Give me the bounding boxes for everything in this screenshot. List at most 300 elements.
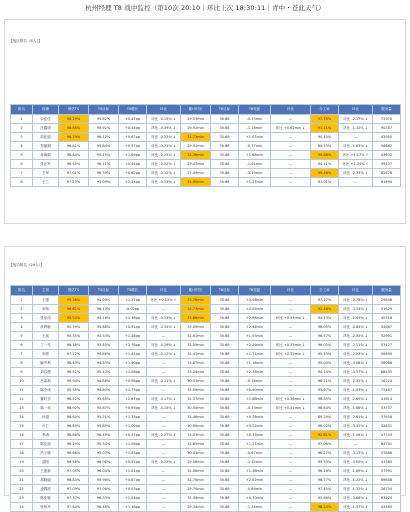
cell-t8-target: 30.68: [211, 133, 239, 142]
cell-ts-est: 96.84%: [59, 413, 89, 422]
cell-division-rate: 97.06%: [311, 440, 339, 449]
cell-t8-gap: +0.78min: [239, 413, 271, 422]
cell-division-rate: 96.77%: [311, 476, 339, 485]
cell-ts-est: 96.86%: [59, 431, 89, 440]
cell-division-rate: 89.29%: [311, 413, 339, 422]
cell-duration: 31.73min: [181, 133, 211, 142]
cell-ts-target: 94.68%: [89, 323, 119, 332]
header-ts-target: TS目标: [89, 286, 119, 296]
cell-duration: 29.56min: [181, 458, 211, 467]
header-rank: 排名: [11, 105, 33, 115]
cell-ts-growth: +0.62pp: [119, 169, 147, 178]
cell-t8-change: 环比 +0.41min ↓: [271, 404, 311, 413]
cell-division-change: 环比 -3.00% ↓: [339, 458, 373, 467]
cell-t8-gap: +1.11min: [239, 440, 271, 449]
cell-ts-est: 97.01%: [59, 169, 89, 178]
cell-duration: 32.06min: [181, 467, 211, 476]
cell-duration: 32.70min: [181, 476, 211, 485]
cell-ts-target: 96.13%: [89, 305, 119, 314]
cell-service-volume: 90357: [373, 124, 401, 133]
header-division-rate: 分工率: [311, 286, 339, 296]
lower-section-label: 【战功排名（24人）】: [9, 263, 45, 267]
cell-duration: 29.92min: [181, 124, 211, 133]
cell-ts-target: 94.53%: [89, 332, 119, 341]
cell-duration: 30.51min: [181, 377, 211, 386]
cell-t8-change: —: [271, 359, 311, 368]
cell-division-change: —: [339, 440, 373, 449]
cell-t8-target: 30.68: [211, 431, 239, 440]
cell-ts-change: 环比 -0.13% ↓: [147, 314, 181, 323]
cell-duration: 29.91min: [181, 142, 211, 151]
cell-t8-target: 30.68: [211, 368, 239, 377]
cell-t8-target: 30.68: [211, 494, 239, 503]
cell-ts-change: 环比 -0.13% ↓: [147, 178, 181, 187]
cell-ts-est: 96.58%: [59, 458, 89, 467]
table-row: [11, 440, 401, 449]
cell-division-change: 环比 -1.69% ↓: [339, 467, 373, 476]
cell-t8-gap: +2.98min: [239, 314, 271, 323]
cell-division-change: 环比 -3.08% ↓: [339, 359, 373, 368]
cell-t8-gap: +2.26min: [239, 341, 271, 350]
cell-t8-change: —: [271, 115, 311, 124]
cell-name: 郑丽娟: [33, 142, 59, 151]
cell-duration: 29.79min: [181, 485, 211, 494]
table-row: [11, 341, 401, 350]
cell-t8-gap: -1.61min: [239, 160, 271, 169]
cell-t8-target: 30.68: [211, 124, 239, 133]
table-row: [11, 323, 401, 332]
cell-rank: 6: [11, 341, 33, 350]
cell-duration: 31.46min: [181, 413, 211, 422]
cell-ts-growth: +1.27pp: [119, 296, 147, 305]
cell-division-change: 环比 -1.32% ↓: [339, 124, 373, 133]
cell-service-volume: 53427: [373, 341, 401, 350]
cell-duration: 31.87min: [181, 359, 211, 368]
cell-division-rate: 95.55%: [311, 350, 339, 359]
cell-rank: 14: [11, 413, 33, 422]
cell-division-rate: 99.68%: [311, 151, 339, 160]
cell-ts-growth: +2.87pp: [119, 395, 147, 404]
cell-t8-gap: -3.19min: [239, 169, 271, 178]
cell-ts-target: 96.04%: [89, 467, 119, 476]
cell-ts-growth: +1.69pp: [119, 151, 147, 160]
table-row: [11, 359, 401, 368]
cell-t8-target: 30.68: [211, 115, 239, 124]
cell-ts-target: 94.86%: [89, 350, 119, 359]
cell-service-volume: 00895: [373, 350, 401, 359]
cell-ts-growth: +2.76pp: [119, 341, 147, 350]
table-row: [11, 386, 401, 395]
cell-ts-growth: +0.67pp: [119, 133, 147, 142]
cell-t8-change: —: [271, 169, 311, 178]
header-duration: 累计时长: [181, 286, 211, 296]
cell-rank: 7: [11, 350, 33, 359]
cell-division-change: 环比 -2.03% ↓: [339, 350, 373, 359]
cell-division-change: 环比 +1.17% ↑: [339, 151, 373, 160]
cell-ts-est: 96.16%: [59, 341, 89, 350]
cell-division-rate: 93.66%: [311, 494, 339, 503]
cell-t8-gap: +0.22min: [239, 422, 271, 431]
cell-t8-target: 30.68: [211, 332, 239, 341]
cell-duration: 32.61min: [181, 332, 211, 341]
cell-division-change: 环比 -2.33% ↓: [339, 169, 373, 178]
cell-rank: 5: [11, 332, 33, 341]
cell-rank: 1: [11, 296, 33, 305]
cell-name: 吕高莉: [33, 377, 59, 386]
cell-division-change: 环比 -1.22% ↓: [339, 476, 373, 485]
cell-ts-target: 95.92%: [89, 124, 119, 133]
cell-duration: 34.73min: [181, 305, 211, 314]
cell-t8-change: —: [271, 467, 311, 476]
cell-ts-growth: +1.01pp: [119, 467, 147, 476]
cell-rank: 22: [11, 485, 33, 494]
cell-service-volume: 37888: [373, 449, 401, 458]
cell-name: 胡晓晓: [33, 476, 59, 485]
cell-ts-est: 97.22%: [59, 350, 89, 359]
cell-ts-growth: +0.91pp: [119, 323, 147, 332]
cell-rank: 10: [11, 377, 33, 386]
cell-division-change: —: [339, 133, 373, 142]
cell-t8-change: —: [271, 296, 311, 305]
cell-division-rate: 92.81%: [311, 431, 339, 440]
cell-t8-gap: +2.36min: [239, 368, 271, 377]
cell-ts-est: 95.94%: [59, 377, 89, 386]
cell-t8-target: 30.68: [211, 395, 239, 404]
cell-name: 陈一禾: [33, 404, 59, 413]
cell-name: 丝利敏: [33, 323, 59, 332]
header-t8-change: 环比: [271, 105, 311, 115]
cell-t8-target: 30.68: [211, 305, 239, 314]
cell-t8-gap: +1.07min: [239, 133, 271, 142]
table-row: [11, 476, 401, 485]
cell-division-change: 环比 -3.54% ↓: [339, 305, 373, 314]
cell-ts-change: 环比 -0.12% ↓: [147, 169, 181, 178]
cell-t8-gap: -0.16min: [239, 377, 271, 386]
cell-name: 余佳佳: [33, 115, 59, 124]
cell-t8-gap: +1.93min: [239, 332, 271, 341]
cell-ts-target: 96.06%: [89, 458, 119, 467]
cell-t8-target: 30.68: [211, 323, 239, 332]
cell-t8-target: 30.68: [211, 341, 239, 350]
cell-service-volume: 88435: [373, 368, 401, 377]
cell-t8-gap: +3.08min: [239, 296, 271, 305]
cell-name: 凌锦波: [33, 485, 59, 494]
cell-division-rate: 97.75%: [311, 115, 339, 124]
cell-t8-gap: +1.38min: [239, 467, 271, 476]
cell-division-rate: 89.75%: [311, 142, 339, 151]
cell-ts-target: 96.11%: [89, 160, 119, 169]
cell-service-volume: 41614: [373, 395, 401, 404]
cell-t8-target: 30.68: [211, 160, 239, 169]
table-row: [11, 413, 401, 422]
cell-service-volume: 43950: [373, 133, 401, 142]
cell-t8-change: —: [271, 133, 311, 142]
cell-ts-change: 环比 -0.11% ↓: [147, 377, 181, 386]
table-row: [11, 395, 401, 404]
cell-name: 陈佳敏: [33, 494, 59, 503]
cell-t8-change: —: [271, 431, 311, 440]
cell-division-change: 环比 -3.17% ↓: [339, 449, 373, 458]
cell-division-rate: 94.13%: [311, 314, 339, 323]
cell-rank: 11: [11, 386, 33, 395]
cell-ts-target: 96.33%: [89, 494, 119, 503]
upper-header-row: [11, 105, 401, 115]
header-duration: 累计时长: [181, 105, 211, 115]
cell-service-volume: 82676: [373, 169, 401, 178]
page-title: 杭州经理 T8 战中监控（第10次 20:10｜环比上次 18:30:11｜青中・苍此天气）: [85, 4, 325, 12]
cell-t8-change: —: [271, 476, 311, 485]
table-row: [11, 178, 401, 187]
cell-division-change: 环比 -1.16% ↓: [339, 431, 373, 440]
cell-ts-target: 94.86%: [89, 377, 119, 386]
cell-rank: 21: [11, 476, 33, 485]
cell-rank: 9: [11, 368, 33, 377]
upper-ranking-table: [10, 104, 401, 187]
cell-ts-target: 96.39%: [89, 169, 119, 178]
cell-division-change: 环比 -2.32% ↓: [339, 377, 373, 386]
cell-ts-est: 96.92%: [59, 404, 89, 413]
cell-t8-gap: -0.77min: [239, 142, 271, 151]
cell-division-rate: 96.05%: [311, 341, 339, 350]
cell-ts-growth: +0.44pp: [119, 160, 147, 169]
cell-ts-growth: +1.08pp: [119, 368, 147, 377]
cell-ts-growth: +1.90pp: [119, 359, 147, 368]
cell-division-rate: 99.46%: [311, 169, 339, 178]
cell-ts-change: —: [147, 386, 181, 395]
cell-duration: 30.01min: [181, 449, 211, 458]
cell-t8-gap: +4.05min: [239, 305, 271, 314]
cell-service-volume: 84741: [373, 440, 401, 449]
cell-ts-est: 96.86%: [59, 449, 89, 458]
cell-division-rate: 96.28%: [311, 467, 339, 476]
cell-service-volume: 43465: [373, 503, 401, 512]
cell-rank: 8: [11, 359, 33, 368]
table-row: [11, 404, 401, 413]
cell-division-rate: 91.01%: [311, 178, 339, 187]
header-service-volume: 服务量: [373, 105, 401, 115]
cell-name: 王强: [33, 296, 59, 305]
cell-ts-target: 95.89%: [89, 422, 119, 431]
cell-division-rate: 98.24%: [311, 503, 339, 512]
cell-division-change: 环比 -1.32% ↓: [339, 485, 373, 494]
cell-t8-gap: +2.02min: [239, 476, 271, 485]
header-name: 经理: [33, 105, 59, 115]
cell-name: 蒋海娟: [33, 151, 59, 160]
cell-t8-change: —: [271, 178, 311, 187]
cell-ts-growth: +0.87pp: [119, 476, 147, 485]
header-division-rate: 分工率: [311, 105, 339, 115]
cell-ts-change: —: [147, 467, 181, 476]
cell-t8-target: 30.68: [211, 142, 239, 151]
cell-t8-target: 30.68: [211, 377, 239, 386]
cell-t8-gap: +0.35min: [239, 431, 271, 440]
cell-division-change: 环比 -0.78% ↓: [339, 296, 373, 305]
header-t8-gap: T8差距: [239, 286, 271, 296]
cell-service-volume: 37658: [373, 413, 401, 422]
cell-division-rate: 96.05%: [311, 323, 339, 332]
cell-name: 邵阳: [33, 458, 59, 467]
cell-service-volume: 51629: [373, 305, 401, 314]
cell-rank: 24: [11, 503, 33, 512]
cell-ts-growth: +0.52pp: [119, 458, 147, 467]
cell-name: 刘青: [33, 350, 59, 359]
cell-service-volume: 58088: [373, 359, 401, 368]
cell-rank: 16: [11, 431, 33, 440]
cell-ts-change: 环比 -0.39% ↓: [147, 124, 181, 133]
cell-t8-target: 30.68: [211, 467, 239, 476]
cell-t8-gap: +1.68min: [239, 151, 271, 160]
table-row: [11, 305, 401, 314]
cell-name: 刘伟: [33, 305, 59, 314]
cell-rank: 18: [11, 449, 33, 458]
cell-ts-growth: -0.02pp: [119, 305, 147, 314]
cell-t8-gap: -0.89min: [239, 485, 271, 494]
header-division-change: 环比: [339, 286, 373, 296]
cell-duration: 29.53min: [181, 115, 211, 124]
cell-rank: 2: [11, 124, 33, 133]
cell-name: 沈耀明: [33, 124, 59, 133]
table-row: [11, 350, 401, 359]
cell-name: 孙超: [33, 413, 59, 422]
cell-name: 冯子璧: [33, 449, 59, 458]
cell-division-rate: 94.41%: [311, 160, 339, 169]
cell-ts-growth: +0.44pp: [119, 124, 147, 133]
cell-rank: 7: [11, 169, 33, 178]
header-name: 主管: [33, 286, 59, 296]
cell-t8-target: 30.68: [211, 449, 239, 458]
cell-ts-target: 95.84%: [89, 142, 119, 151]
cell-rank: 3: [11, 314, 33, 323]
cell-service-volume: 26734: [373, 485, 401, 494]
cell-t8-target: 30.68: [211, 350, 239, 359]
cell-name: 王兰: [33, 178, 59, 187]
cell-t8-change: 环比 +0.38min ↓: [271, 395, 311, 404]
cell-ts-change: —: [147, 476, 181, 485]
cell-division-change: 环比 -3.66% ↓: [339, 494, 373, 503]
cell-division-change: 环比 -1.03% ↓: [339, 386, 373, 395]
table-row: [11, 494, 401, 503]
cell-ts-change: —: [147, 449, 181, 458]
cell-division-change: 环比 -1.66% ↓: [339, 404, 373, 413]
cell-duration: 30.90min: [181, 422, 211, 431]
cell-ts-est: 95.54%: [59, 314, 89, 323]
table-row: [11, 169, 401, 178]
cell-rank: 5: [11, 151, 33, 160]
cell-ts-est: 96.81%: [59, 142, 89, 151]
cell-t8-change: —: [271, 151, 311, 160]
cell-division-change: 环比 -2.17% ↓: [339, 115, 373, 124]
cell-ts-growth: +1.56pp: [119, 440, 147, 449]
cell-t8-target: 30.68: [211, 422, 239, 431]
table-row: [11, 332, 401, 341]
cell-division-rate: 97.27%: [311, 296, 339, 305]
cell-t8-gap: +0.40min: [239, 386, 271, 395]
table-row: [11, 115, 401, 124]
cell-t8-change: —: [271, 305, 311, 314]
table-row: [11, 467, 401, 476]
table-row: [11, 485, 401, 494]
table-row: [11, 449, 401, 458]
cell-name: 卢仁: [33, 422, 59, 431]
cell-duration: 29.34min: [181, 503, 211, 512]
cell-t8-gap: +1.18min: [239, 359, 271, 368]
cell-ts-target: 95.15%: [89, 151, 119, 160]
cell-rank: 19: [11, 458, 33, 467]
cell-t8-gap: +1.27min: [239, 178, 271, 187]
cell-service-volume: 61694: [373, 178, 401, 187]
cell-ts-growth: +2.14pp: [119, 178, 147, 187]
cell-t8-target: 30.68: [211, 503, 239, 512]
cell-t8-gap: -1.34min: [239, 503, 271, 512]
cell-t8-gap: -0.13min: [239, 404, 271, 413]
cell-t8-change: —: [271, 440, 311, 449]
cell-division-change: 环比 -2.61% ↓: [339, 413, 373, 422]
cell-ts-growth: +1.38pp: [119, 314, 147, 323]
cell-ts-est: 96.29%: [59, 440, 89, 449]
cell-rank: 12: [11, 395, 33, 404]
cell-ts-change: 环比 -0.21% ↓: [147, 142, 181, 151]
cell-division-change: 环比 -2.65% ↓: [339, 395, 373, 404]
cell-t8-target: 30.68: [211, 485, 239, 494]
cell-ts-target: 95.34%: [89, 440, 119, 449]
cell-duration: 33.78min: [181, 296, 211, 305]
cell-service-volume: 41380: [373, 458, 401, 467]
cell-duration: 31.63min: [181, 440, 211, 449]
cell-duration: 32.37min: [181, 395, 211, 404]
cell-ts-change: —: [147, 494, 181, 503]
cell-ts-change: 环比 -0.15% ↓: [147, 115, 181, 124]
cell-service-volume: 59437: [373, 160, 401, 169]
cell-t8-change: —: [271, 485, 311, 494]
cell-t8-change: —: [271, 494, 311, 503]
lower-header-row: [11, 286, 401, 296]
cell-duration: 31.09min: [181, 386, 211, 395]
cell-ts-growth: +1.41pp: [119, 350, 147, 359]
cell-duration: 30.55min: [181, 404, 211, 413]
cell-ts-target: 96.48%: [89, 503, 119, 512]
cell-t8-target: 30.68: [211, 359, 239, 368]
cell-ts-change: 环比 +0.13% ↑: [147, 296, 181, 305]
cell-t8-change: —: [271, 368, 311, 377]
cell-service-volume: 63224: [373, 494, 401, 503]
cell-ts-change: 环比 -0.17% ↓: [147, 395, 181, 404]
cell-rank: 3: [11, 133, 33, 142]
cell-ts-target: 94.80%: [89, 386, 119, 395]
cell-division-change: 环比 -0.84% ↓: [339, 323, 373, 332]
cell-division-rate: 96.64%: [311, 404, 339, 413]
table-row: [11, 142, 401, 151]
cell-ts-growth: +1.00pp: [119, 422, 147, 431]
cell-ts-est: 96.61%: [59, 305, 89, 314]
cell-service-volume: 52991: [373, 332, 401, 341]
cell-ts-est: 97.09%: [59, 485, 89, 494]
cell-name: 丁一凡: [33, 341, 59, 350]
cell-name: 解中利: [33, 359, 59, 368]
cell-ts-change: —: [147, 422, 181, 431]
cell-ts-change: —: [147, 332, 181, 341]
cell-ts-target: 95.03%: [89, 449, 119, 458]
table-row: [11, 422, 401, 431]
cell-service-volume: 16224: [373, 377, 401, 386]
cell-t8-target: 30.68: [211, 296, 239, 305]
cell-division-rate: 92.48%: [311, 305, 339, 314]
cell-t8-gap: +1.71min: [239, 350, 271, 359]
table-row: [11, 160, 401, 169]
cell-t8-change: —: [271, 386, 311, 395]
cell-ts-change: —: [147, 359, 181, 368]
cell-rank: 6: [11, 160, 33, 169]
cell-division-rate: 97.45%: [311, 485, 339, 494]
